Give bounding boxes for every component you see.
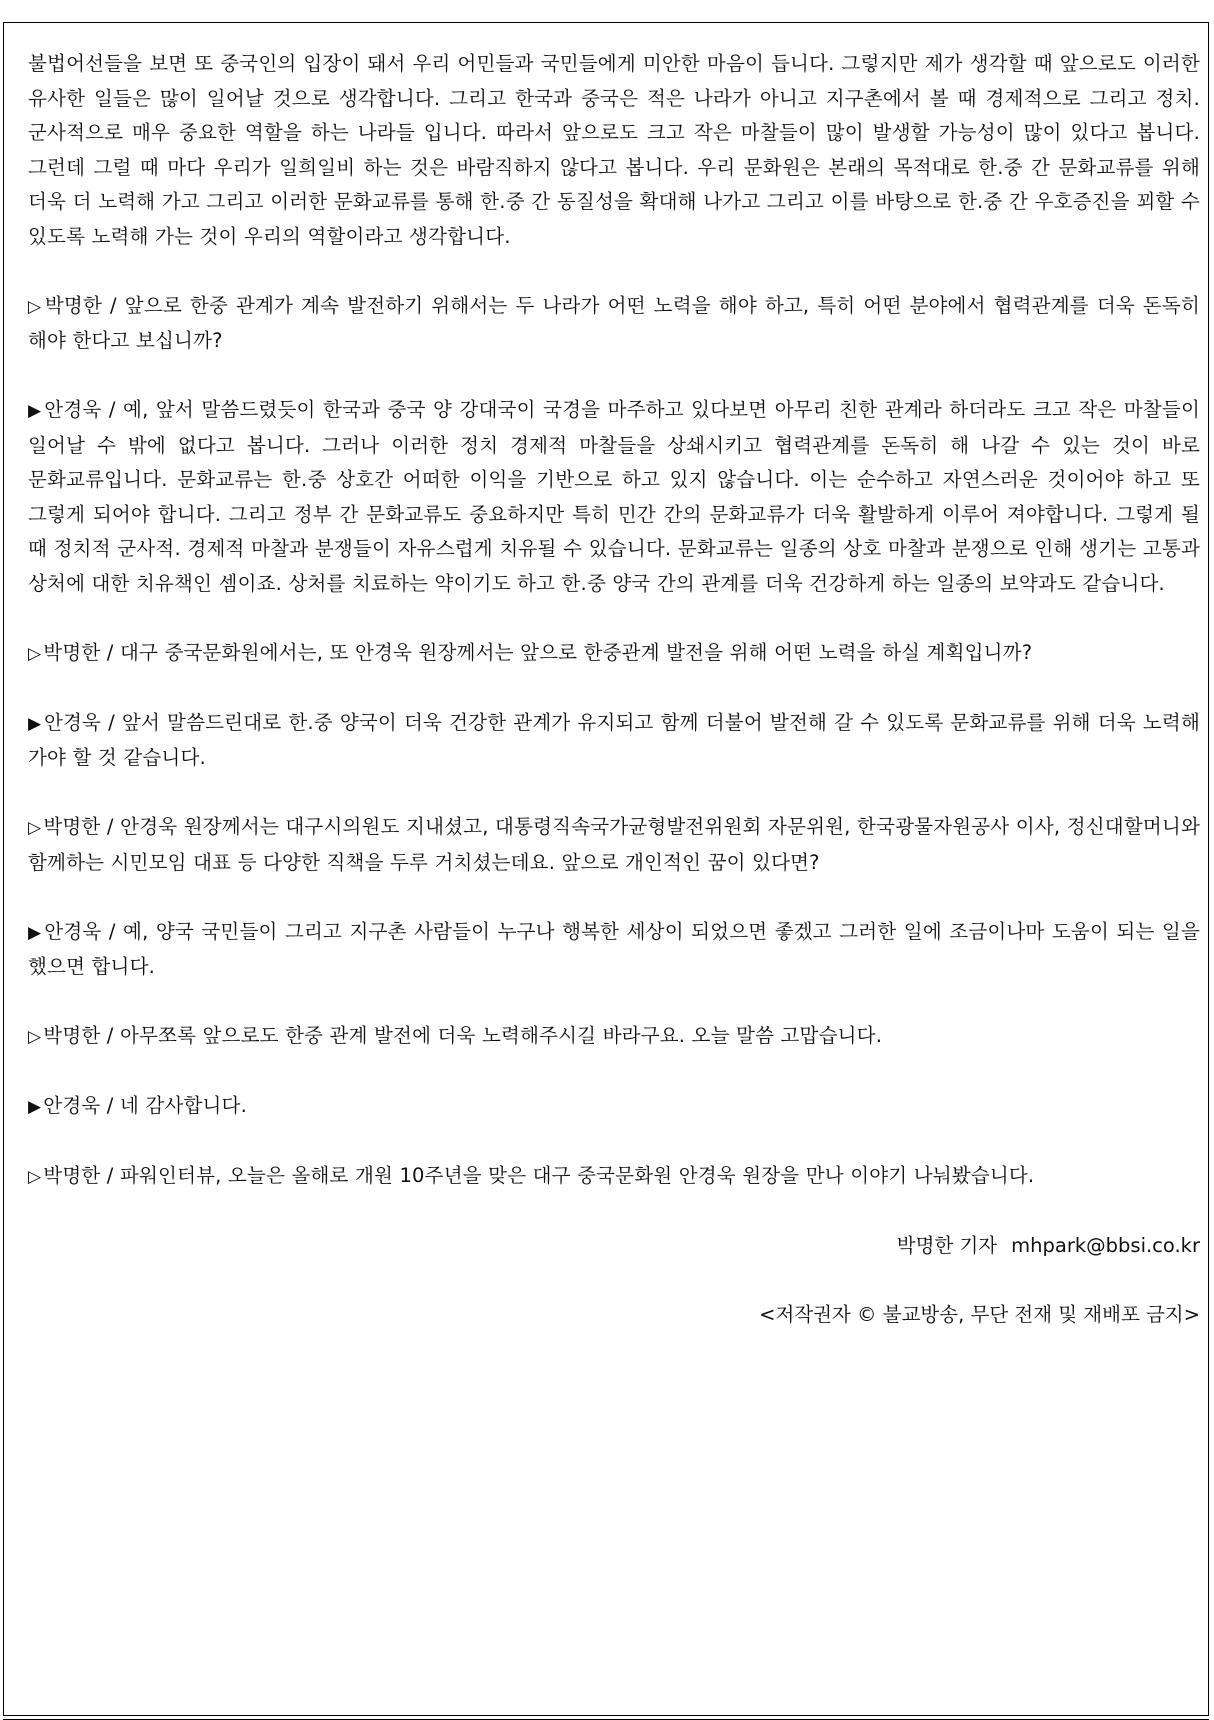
question-marker-icon: ▷ bbox=[28, 818, 42, 838]
question-marker-icon: ▷ bbox=[28, 296, 43, 317]
interview-question bbox=[28, 289, 1200, 359]
paragraph-text: / 앞서 말씀드린대로 한.중 양국이 더욱 건강한 관계가 유지되고 함께 더불어 발전해 갈 수 있도록 문화교류를 위해 더욱 노력해 가야 할 것 같습니다. bbox=[28, 710, 1201, 769]
interview-answer bbox=[28, 915, 1200, 985]
paragraph-text: / 아무쪼록 앞으로도 한중 관계 발전에 더욱 노력해주시길 바라구요. 오늘 말씀 고맙습니다. bbox=[100, 1024, 883, 1047]
interview-question bbox=[28, 810, 1200, 880]
answer-marker-icon: ▶ bbox=[28, 922, 43, 943]
paragraph-text: / 대구 중국문화원에서는, 또 안경욱 원장께서는 앞으로 한중관계 발전을 위해 어떤 노력을 하실 계획입니까? bbox=[100, 640, 1033, 664]
question-marker-icon: ▷ bbox=[28, 643, 42, 664]
paragraph-text: / 안경욱 원장께서는 대구시의원도 지내셨고, 대통령직속국가균형발전위원회 자문위원, 한국광물자원공사 이사, 정신대할머니와 함께하는 시민모임 대표 등 다양한 직책을 두루 거치셨는데요. 앞으로 개인적인 꿈이 있다면? bbox=[28, 815, 1200, 874]
speaker-name: 안경욱 bbox=[44, 398, 102, 421]
speaker-name: 안경욱 bbox=[43, 1094, 101, 1117]
speaker-name: 박명한 bbox=[44, 293, 103, 317]
interview-answer bbox=[28, 1089, 1200, 1125]
article-body bbox=[28, 47, 1200, 1333]
interview-answer bbox=[28, 393, 1200, 601]
answer-marker-icon: ▶ bbox=[28, 1097, 42, 1117]
answer-marker-icon: ▶ bbox=[28, 401, 43, 421]
speaker-name: 박명한 bbox=[43, 815, 101, 838]
speaker-name: 박명한 bbox=[43, 640, 101, 664]
interview-question bbox=[28, 636, 1200, 672]
paragraph-text: / 파워인터뷰, 오늘은 올해로 개원 10주년을 맞은 대구 중국문화원 안경욱 원장을 만나 이야기 나눠봤습니다. bbox=[100, 1164, 1035, 1187]
question-marker-icon: ▷ bbox=[28, 1167, 42, 1187]
interview-question bbox=[28, 1019, 1200, 1055]
article-paragraph bbox=[28, 47, 1200, 254]
paragraph-text: / 네 감사합니다. bbox=[100, 1094, 247, 1117]
interview-answer bbox=[28, 706, 1200, 776]
reporter-byline bbox=[28, 1229, 1200, 1264]
interview-question bbox=[28, 1159, 1200, 1195]
paragraph-text: / 앞으로 한중 관계가 계속 발전하기 위해서는 두 나라가 어떤 노력을 해야 하고, 특히 어떤 분야에서 협력관계를 더욱 돈독히 해야 한다고 보십니까? bbox=[28, 293, 1200, 352]
copyright-notice: <저작권자 © 불교방송, 무단 전재 및 재배포 금지> bbox=[759, 1303, 1200, 1326]
question-marker-icon: ▷ bbox=[28, 1027, 42, 1047]
speaker-name: 안경욱 bbox=[43, 710, 102, 734]
paragraph-text: / 예, 양국 국민들이 그리고 지구촌 사람들이 누구나 행복한 세상이 되었으면 좋겠고 그러한 일에 조금이나마 도움이 되는 일을 했으면 합니다. bbox=[28, 919, 1200, 978]
reporter-email: mhpark@bbsi.co.kr bbox=[1011, 1234, 1200, 1257]
speaker-name: 박명한 bbox=[43, 1164, 101, 1187]
speaker-name: 안경욱 bbox=[44, 919, 102, 943]
paragraph-text: 불법어선들을 보면 또 중국인의 입장이 돼서 우리 어민들과 국민들에게 미안한 마음이 듭니다. 그렇지만 제가 생각할 때 앞으로도 이러한 유사한 일들은 많이 일어날 것으로 생각합니다. 그리고 한국과 중국은 적은 나라가 아니고 지구촌에서 볼 때 경제적으로 그리고 정치. 군사적으로 매우 중요한 역할을 하는 나라들 입니다. 따라서 앞으로도 크고 작은 마찰들이 많이 발생할 가능성이 많이 있다고 봅니다. 그런데 그럴 때 마다 우리가 일희일비 하는 것은 바람직하지 않다고 봅니다. 우리 문화원은 본래의 목적대로 한.중 간 문화교류를 위해 더욱 더 노력해 가고 그리고 이러한 문화교류를 통해 한.중 간 동질성을 확대해 나가고 그리고 이를 바탕으로 한.중 간 우호증진을 꾀할 수 있도록 노력해 가는 것이 우리의 역할이라고 생각합니다. bbox=[28, 52, 1200, 248]
paragraph-text: / 예, 앞서 말씀드렸듯이 한국과 중국 양 강대국이 국경을 마주하고 있다보면 아무리 친한 관계라 하더라도 크고 작은 마찰들이 일어날 수 밖에 없다고 봅니다. 그러나 이러한 정치 경제적 마찰들을 상쇄시키고 협력관계를 돈독히 해 나갈 수 있는 것이 바로 문화교류입니다. 문화교류는 한.중 상호간 어떠한 이익을 기반으로 하고 있지 않습니다. 이는 순수하고 자연스러운 것이어야 하고 또 그렇게 되어야 합니다. 그리고 정부 간 문화교류도 중요하지만 특히 민간 간의 문화교류가 더욱 활발하게 이루어 져야합니다. 그렇게 될 때 정치적 군사적. 경제적 마찰과 분쟁들이 자유스럽게 치유될 수 있습니다. 문화교류는 일종의 상호 마찰과 분쟁으로 인해 생기는 고통과 상처에 대한 치유책인 셈이죠. 상처를 치료하는 약이기도 하고 한.중 양국 간의 관계를 더욱 건강하게 하는 일종의 보약과도 같습니다. bbox=[28, 398, 1200, 595]
answer-marker-icon: ▶ bbox=[28, 713, 42, 734]
speaker-name: 박명한 bbox=[43, 1024, 101, 1047]
reporter-name: 박명한 기자 bbox=[896, 1234, 998, 1257]
document-page bbox=[3, 22, 1209, 1716]
